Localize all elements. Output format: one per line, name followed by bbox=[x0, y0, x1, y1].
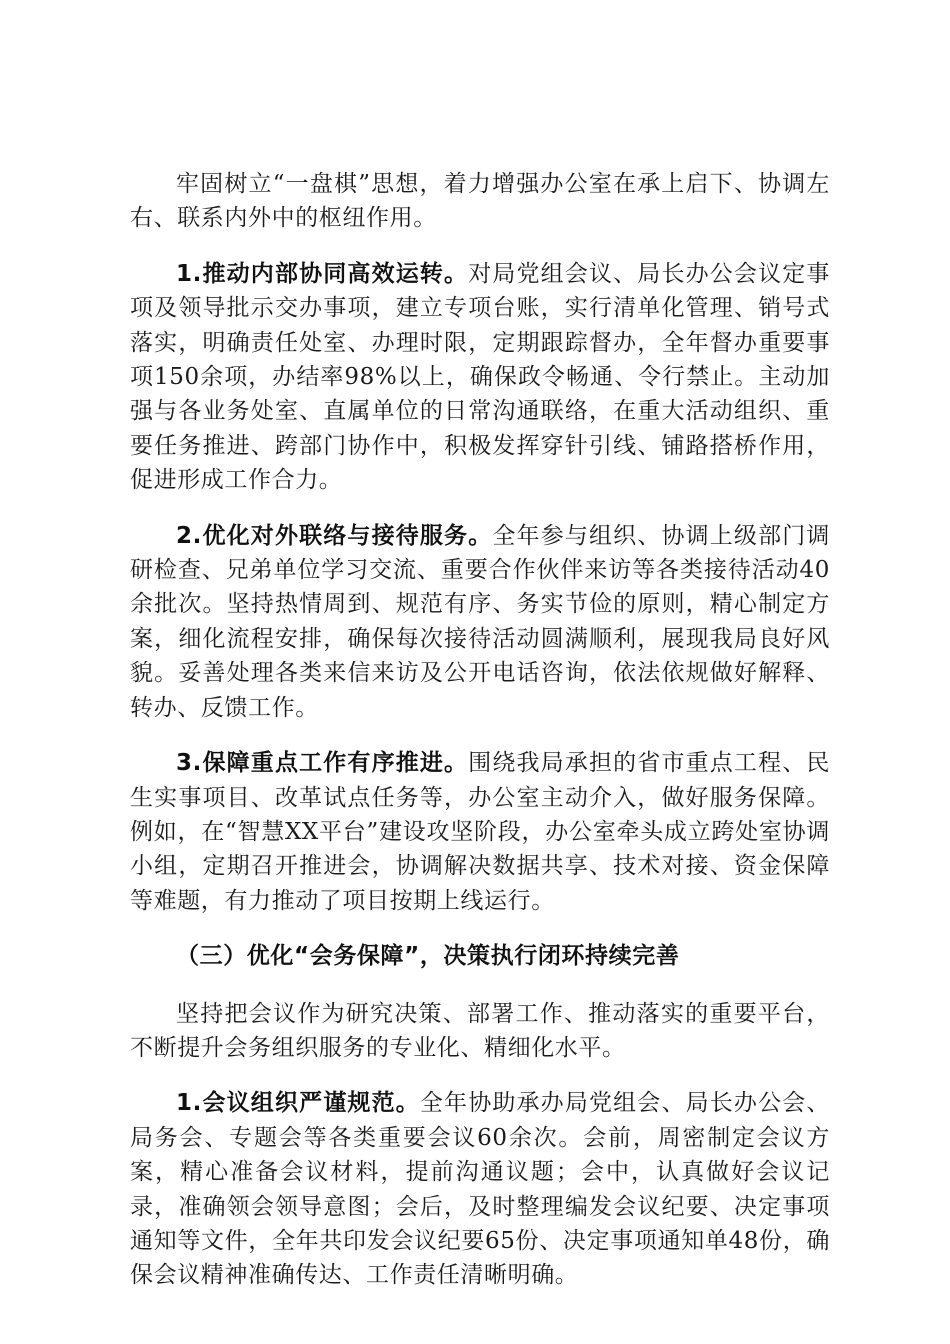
item-text: 对局党组会议、局长办公会议定事项及领导批示交办事项，建立专项台账，实行清单化管理、销号式落实，明确责任处室、办理时限，定期跟踪督办，全年督办重要事项150余项，办结率98%以上，确保政令畅通、令行禁止。主动加强与各业务处室、直属单位的日常沟通联络，在重大活动组织、重要任务推进、跨部门协作中，积极发挥穿针引线、铺路搭桥作用，促进形成工作合力。 bbox=[130, 260, 831, 494]
section-intro-paragraph bbox=[130, 997, 830, 1066]
item-text: 全年协助承办局党组会、局长办公会、局务会、专题会等各类重要会议60余次。会前，周密制定会议方案，精心准备会议材料，提前沟通议题；会中，认真做好会议记录，准确领会领导意图；会后，及时整理编发会议纪要、决定事项通知等文件，全年共印发会议纪要65份、决定事项通知单48份，确保会议精神准确传达、工作责任清晰明确。 bbox=[130, 1090, 831, 1289]
item-paragraph bbox=[130, 519, 830, 725]
item-heading: 3.保障重点工作有序推进。 bbox=[176, 750, 469, 777]
item-text: 全年参与组织、协调上级部门调研检查、兄弟单位学习交流、重要合作伙伴来访等各类接待活动40余批次。坚持热情周到、规范有序、务实节俭的原则，精心制定方案，细化流程安排，确保每次接待活动圆满顺利，展现我局良好风貌。妥善处理各类来信来访及公开电话咨询，依法依规做好解释、转办、反馈工作。 bbox=[130, 522, 831, 721]
item-paragraph bbox=[130, 1086, 830, 1292]
intro-paragraph bbox=[130, 167, 830, 236]
intro-text: 牢固树立“一盘棋”思想，着力增强办公室在承上启下、协调左右、联系内外中的枢纽作用。 bbox=[130, 171, 830, 232]
item-text: 围绕我局承担的省市重点工程、民生实事项目、改革试点任务等，办公室主动介入，做好服务保障。例如，在“智慧XX平台”建设攻坚阶段，办公室牵头成立跨处室协调小组，定期召开推进会，协调解决数据共享、技术对接、资金保障等难题，有力推动了项目按期上线运行。 bbox=[130, 750, 831, 914]
document-body bbox=[130, 167, 830, 1314]
item-heading: 1.推动内部协同高效运转。 bbox=[176, 260, 469, 287]
section-heading: （三）优化“会务保障”，决策执行闭环持续完善 bbox=[176, 943, 680, 970]
item-paragraph bbox=[130, 257, 830, 498]
item-heading: 1.会议组织严谨规范。 bbox=[176, 1090, 420, 1117]
item-heading: 2.优化对外联络与接待服务。 bbox=[176, 522, 493, 549]
section-intro-text: 坚持把会议作为研究决策、部署工作、推动落实的重要平台，不断提升会务组织服务的专业化、精细化水平。 bbox=[130, 1000, 830, 1061]
item-paragraph bbox=[130, 746, 830, 918]
